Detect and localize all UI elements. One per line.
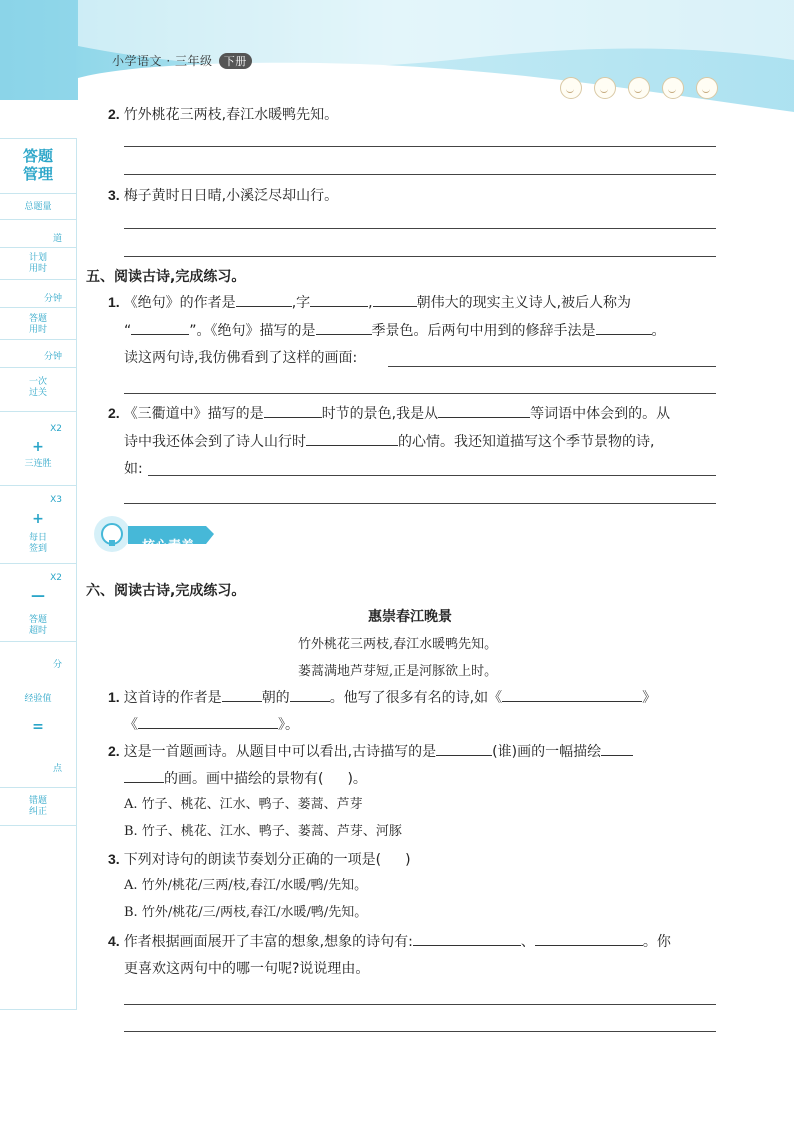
answer-line[interactable] <box>124 503 716 504</box>
fill-blank[interactable] <box>310 292 368 307</box>
s6-q3-option-a[interactable]: A. 竹外/桃花/三两/枝,春江/水暖/鸭/先知。 <box>124 878 368 893</box>
fill-blank[interactable] <box>222 687 262 702</box>
s5-question-2-line2: 诗中我还体会到了诗人山行时 的心情。我还知道描写这个季节景物的诗, <box>124 431 654 452</box>
sidebar-title: 答题 管理 <box>22 147 53 183</box>
s5-question-1-line2: “ ”。《绝句》描写的是 季景色。后两句中用到的修辞手法是 。 <box>124 320 666 341</box>
s6-question-1-line1: 1. 这首诗的作者是 朝的 。他写了很多有名的诗,如《 》 <box>108 689 657 706</box>
section-6-heading: 六、阅读古诗,完成练习。 <box>86 583 246 599</box>
experience-label: 经验值 <box>24 694 52 704</box>
fill-blank[interactable] <box>535 931 643 946</box>
fill-blank[interactable] <box>131 320 189 335</box>
fill-blank[interactable] <box>502 687 642 702</box>
point-unit: 点 <box>52 764 62 774</box>
poem-line-2: 蒌蒿满地芦芽短,正是河豚欲上时。 <box>298 664 498 679</box>
s6-q2-option-a[interactable]: A. 竹子、桃花、江水、鸭子、蒌蒿、芦芽 <box>124 797 363 812</box>
s6-question-2-line1: 2. 这是一首题画诗。从题目中可以看出,古诗描写的是 (谁)画的一幅描绘 <box>108 741 633 762</box>
volume-badge: 下册 <box>219 53 252 69</box>
plan-time-label: 计划 用时 <box>28 253 47 274</box>
fill-blank[interactable] <box>596 320 652 335</box>
question-3: 3. 梅子黄时日日晴,小溪泛尽却山行。 <box>108 187 339 204</box>
smiley-icon <box>560 77 582 99</box>
answer-line[interactable] <box>124 174 716 175</box>
s5-question-2-line3: 如: <box>124 461 143 477</box>
pass-once-label: 一次 过关 <box>28 377 47 398</box>
total-questions-label: 总题量 <box>24 202 52 212</box>
header-title <box>112 52 252 69</box>
s6-q2-option-b[interactable]: B. 竹子、桃花、江水、鸭子、蒌蒿、芦芽、河豚 <box>124 824 402 839</box>
poem-line-1: 竹外桃花三两枝,春江水暖鸭先知。 <box>298 637 498 652</box>
minus-icon: — <box>31 588 45 604</box>
s5-question-1-line3: 读这两句诗,我仿佛看到了这样的画面: <box>124 350 358 366</box>
equals-icon: = <box>32 719 44 735</box>
fill-blank[interactable] <box>436 741 492 756</box>
fill-blank[interactable] <box>373 292 417 307</box>
answer-line[interactable] <box>124 393 716 394</box>
answer-time-unit: 分钟 <box>43 352 62 362</box>
answer-line[interactable] <box>124 228 716 229</box>
answer-line[interactable] <box>124 1004 716 1005</box>
timeout-label: 答题 超时 <box>28 615 47 636</box>
s5-question-2-line1: 2. 《三衢道中》描写的是 时节的景色,我是从 等词语中体会到的。从 <box>108 405 671 422</box>
poem-title: 惠崇春江晚景 <box>368 609 452 625</box>
answer-line[interactable] <box>124 256 716 257</box>
fill-blank[interactable] <box>138 714 278 729</box>
s6-question-3: 3. 下列对诗句的朗读节奏划分正确的一项是( ) <box>108 851 411 868</box>
plan-time-unit: 分钟 <box>43 294 62 304</box>
multiplier-x3: X3 <box>50 495 62 505</box>
s5-question-1-line1: 1. 《绝句》的作者是 ,字 , 朝伟大的现实主义诗人,被后人称为 <box>108 294 632 311</box>
score-unit: 分 <box>52 660 62 670</box>
fill-blank[interactable] <box>316 320 372 335</box>
fill-blank[interactable] <box>438 403 530 418</box>
daily-checkin-label: 每日 签到 <box>28 533 47 554</box>
plus-icon: + <box>32 511 44 527</box>
fill-blank[interactable] <box>290 687 330 702</box>
fill-blank[interactable] <box>264 403 322 418</box>
answer-line[interactable] <box>148 475 716 476</box>
banner-title: 核心素养 <box>142 539 195 554</box>
s6-q3-option-b[interactable]: B. 竹外/桃花/三/两枝,春江/水暖/鸭/先知。 <box>124 905 368 920</box>
series-label: 小学语文 · 三年级 <box>112 54 213 68</box>
answer-line[interactable] <box>124 1031 716 1032</box>
multiplier-x2: X2 <box>50 573 62 583</box>
plus-icon: + <box>32 439 44 455</box>
answer-management-sidebar <box>0 138 77 1010</box>
s6-question-1-line2: 《 》。 <box>124 714 299 735</box>
fill-blank[interactable] <box>601 741 633 756</box>
smiley-icon <box>696 77 718 99</box>
section-5-heading: 五、阅读古诗,完成练习。 <box>86 269 246 285</box>
s6-question-4-line1: 4. 作者根据画面展开了丰富的想象,想象的诗句有: 、 。你 <box>108 933 671 950</box>
s6-question-4-line2: 更喜欢这两句中的哪一句呢?说说理由。 <box>124 961 370 977</box>
question-2: 2. 竹外桃花三两枝,春江水暖鸭先知。 <box>108 106 339 123</box>
streak-label: 三连胜 <box>24 459 52 469</box>
s6-question-2-line2: 的画。画中描绘的景物有( )。 <box>124 768 367 789</box>
answer-time-label: 答题 用时 <box>28 314 47 335</box>
answer-line[interactable] <box>124 146 716 147</box>
smiley-icon <box>628 77 650 99</box>
total-unit: 道 <box>52 234 62 244</box>
fill-blank[interactable] <box>124 768 164 783</box>
multiplier-x2: X2 <box>50 424 62 434</box>
fill-blank[interactable] <box>306 431 398 446</box>
smiley-icon <box>662 77 684 99</box>
fill-blank[interactable] <box>413 931 521 946</box>
wrong-correction-label: 错题 纠正 <box>28 796 47 817</box>
smiley-icon <box>594 77 616 99</box>
answer-line[interactable] <box>388 366 716 367</box>
fill-blank[interactable] <box>236 292 292 307</box>
